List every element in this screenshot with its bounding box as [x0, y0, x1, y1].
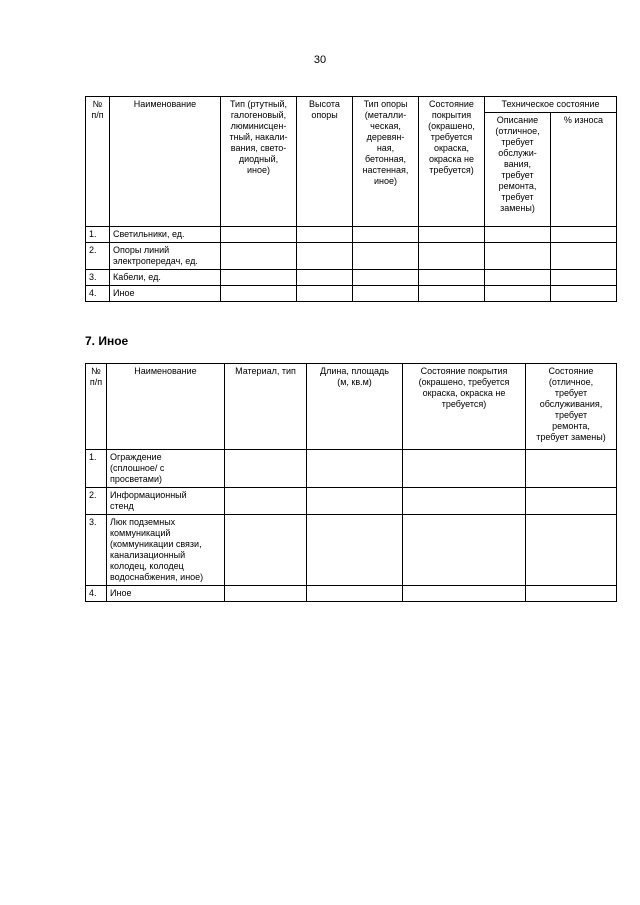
header-name: Наименование — [107, 364, 225, 450]
row-num: 3. — [86, 515, 107, 586]
header-description: Описание (отличное, требует обслужи- вания, требует ремонта, требует замены) — [485, 113, 551, 227]
row-name: Иное — [107, 586, 225, 602]
table-row — [86, 488, 617, 515]
row-num: 1. — [86, 227, 110, 243]
header-coating: Состояние покрытия (окрашено, требуется окраска, окраска не требуется) — [419, 97, 485, 227]
header-num: № п/п — [86, 97, 110, 227]
header-material: Материал, тип — [225, 364, 307, 450]
row-num: 1. — [86, 450, 107, 488]
header-support-type: Тип опоры (металли- ческая, деревян- ная, бетонная, настенная, иное) — [353, 97, 419, 227]
table-row — [86, 243, 617, 270]
row-name: Информационный стенд — [107, 488, 225, 515]
lighting-table — [85, 96, 617, 302]
table-row — [86, 450, 617, 488]
row-name: Люк подземных коммуникаций (коммуникации связи, канализационный колодец, колодец водоснабжения, иное) — [107, 515, 225, 586]
row-name: Иное — [110, 286, 221, 302]
row-num: 3. — [86, 270, 110, 286]
row-num: 4. — [86, 286, 110, 302]
header-length: Длина, площадь (м, кв.м) — [307, 364, 403, 450]
table-row — [86, 270, 617, 286]
header-type: Тип (ртутный, галогеновый, люминисцен- тный, накали- вания, свето- диодный, иное) — [221, 97, 297, 227]
row-num: 2. — [86, 488, 107, 515]
row-name: Светильники, ед. — [110, 227, 221, 243]
header-name: Наименование — [110, 97, 221, 227]
table-row — [86, 286, 617, 302]
row-name: Ограждение (сплошное/ с просветами) — [107, 450, 225, 488]
row-num: 4. — [86, 586, 107, 602]
table-row — [86, 227, 617, 243]
header-state: Состояние (отличное, требует обслуживания, требует ремонта, требует замены) — [526, 364, 617, 450]
page-number: 30 — [313, 54, 327, 66]
header-tech-state: Техническое состояние — [485, 97, 617, 113]
section-title: 7. Иное — [85, 334, 129, 348]
table-row — [86, 515, 617, 586]
header-coating: Состояние покрытия (окрашено, требуется окраска, окраска не требуется) — [403, 364, 526, 450]
row-name: Кабели, ед. — [110, 270, 221, 286]
row-name: Опоры линий электропередач, ед. — [110, 243, 221, 270]
header-num: № п/п — [86, 364, 107, 450]
header-height: Высота опоры — [297, 97, 353, 227]
row-num: 2. — [86, 243, 110, 270]
other-table — [85, 363, 617, 602]
table-row — [86, 586, 617, 602]
header-wear: % износа — [551, 113, 617, 227]
